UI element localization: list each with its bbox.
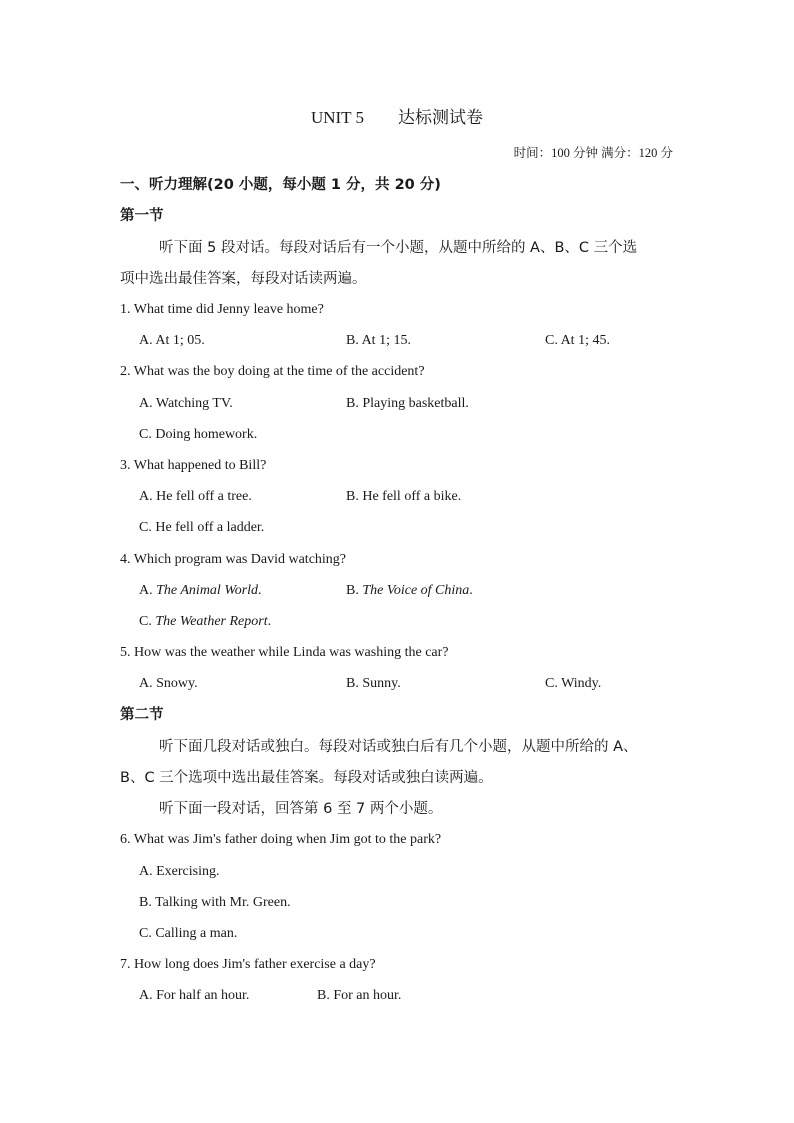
section1-instruction-line2: 项中选出最佳答案，每段对话读两遍。 xyxy=(120,271,367,287)
q6-option-b: B. Talking with Mr. Green. xyxy=(139,895,291,910)
q3-option-a: A. He fell off a tree. xyxy=(139,489,252,504)
section1-label: 第一节 xyxy=(120,208,164,224)
section2-label: 第二节 xyxy=(120,707,164,723)
question-7: 7. How long does Jim's father exercise a day? xyxy=(120,957,376,972)
q4-option-b-title: The Voice of China xyxy=(362,583,470,598)
q6-option-c: C. Calling a man. xyxy=(139,926,238,941)
exam-time-score: 时间：100 分钟 满分：120 分 xyxy=(513,146,673,160)
question-2: 2. What was the boy doing at the time of the accident? xyxy=(120,364,425,379)
question-4: 4. Which program was David watching? xyxy=(120,552,347,567)
q1-option-c: C. At 1; 45. xyxy=(545,333,610,348)
q5-option-c: C. Windy. xyxy=(545,676,602,691)
q7-option-b: B. For an hour. xyxy=(317,988,402,1003)
section2-sub-instruction: 听下面一段对话，回答第 6 至 7 两个小题。 xyxy=(159,801,443,817)
q3-option-b: B. He fell off a bike. xyxy=(346,489,462,504)
q4-option-a: A. The Animal World. xyxy=(139,583,262,598)
question-3: 3. What happened to Bill? xyxy=(120,458,267,473)
q2-option-c: C. Doing homework. xyxy=(139,427,258,442)
q4-option-a-title: The Animal World xyxy=(156,583,259,598)
question-1: 1. What time did Jenny leave home? xyxy=(120,302,324,317)
q2-option-a: A. Watching TV. xyxy=(139,396,233,411)
question-6: 6. What was Jim's father doing when Jim got to the park? xyxy=(120,832,442,847)
section2-instruction-line1: 听下面几段对话或独白。每段对话或独白后有几个小题，从题中所给的 A、 xyxy=(159,739,638,755)
q1-option-a: A. At 1; 05. xyxy=(139,333,205,348)
page-title: UNIT 5 达标测试卷 xyxy=(310,108,484,127)
q4-option-c: C. The Weather Report. xyxy=(139,614,272,629)
q1-option-b: B. At 1; 15. xyxy=(346,333,411,348)
q3-option-c: C. He fell off a ladder. xyxy=(139,520,265,535)
q7-option-a: A. For half an hour. xyxy=(139,988,250,1003)
q4-option-b: B. The Voice of China. xyxy=(346,583,473,598)
q2-option-b: B. Playing basketball. xyxy=(346,396,469,411)
q5-option-a: A. Snowy. xyxy=(139,676,198,691)
q5-option-b: B. Sunny. xyxy=(346,676,401,691)
question-5: 5. How was the weather while Linda was washing the car? xyxy=(120,645,449,660)
part1-heading: 一、听力理解(20 小题，每小题 1 分，共 20 分) xyxy=(120,177,441,193)
section2-instruction-line2: B、C 三个选项中选出最佳答案。每段对话或独白读两遍。 xyxy=(120,770,493,786)
section1-instruction-line1: 听下面 5 段对话。每段对话后有一个小题，从题中所给的 A、B、C 三个选 xyxy=(159,240,638,256)
q4-option-c-title: The Weather Report xyxy=(155,614,268,629)
q6-option-a: A. Exercising. xyxy=(139,864,220,879)
